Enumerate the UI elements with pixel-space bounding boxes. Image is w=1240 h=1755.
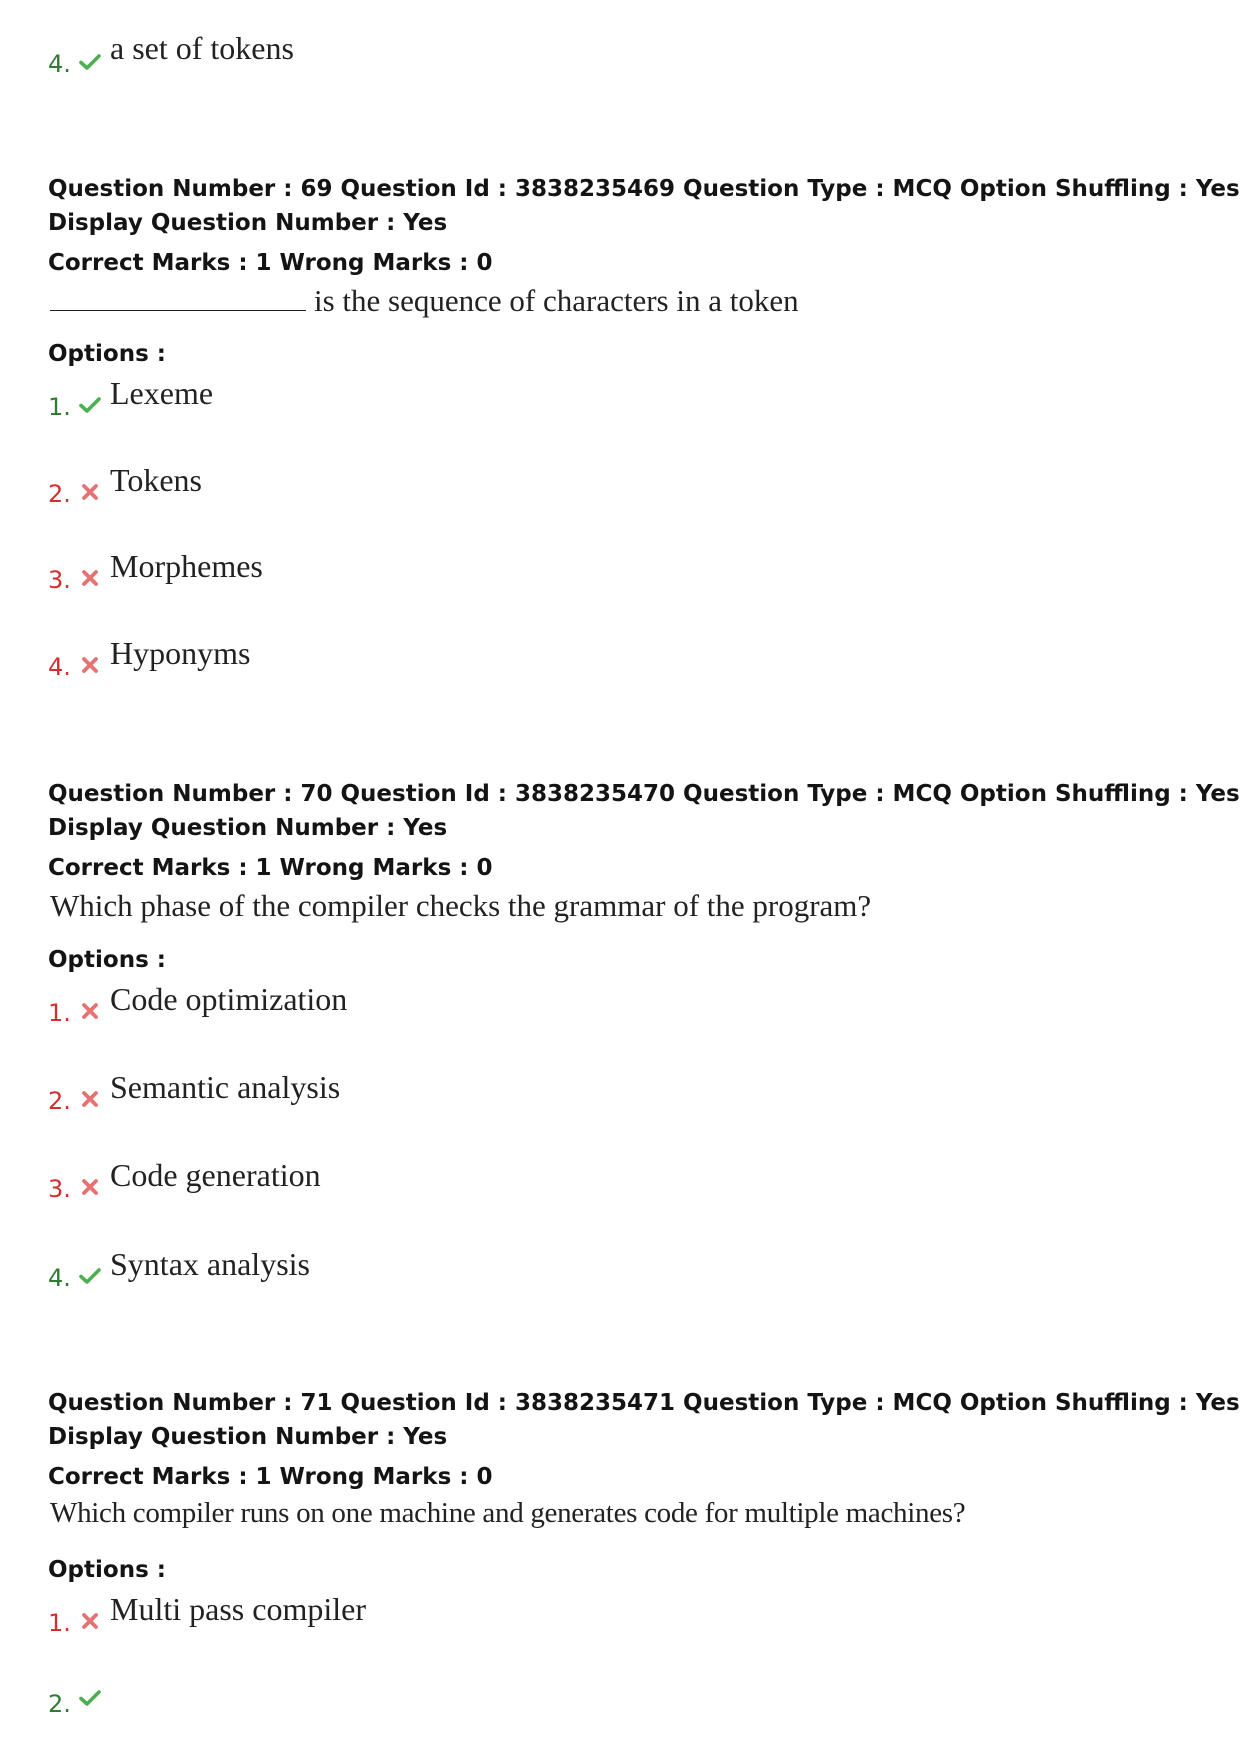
option-text: Multi pass compiler [110,1591,366,1627]
display-question-number: Display Question Number : Yes [48,1424,448,1450]
option-text: Morphemes [110,548,263,584]
cross-icon [78,566,102,590]
option-text: Code generation [110,1157,321,1193]
cross-icon [78,653,102,677]
cross-icon [78,480,102,504]
question-header: Question Number : 69 Question Id : 3838235469 Question Type : MCQ Option Shuffling : Yes [48,176,1240,202]
option-text: Hyponyms [110,635,251,671]
check-icon [78,393,102,417]
question-header: Question Number : 70 Question Id : 3838235470 Question Type : MCQ Option Shuffling : Yes [48,781,1240,807]
option-number: 4. [48,50,71,78]
check-icon [78,50,102,74]
option-text: Code optimization [110,981,348,1017]
question-text: Which compiler runs on one machine and generates code for multiple machines? [50,1497,966,1529]
marks-line: Correct Marks : 1 Wrong Marks : 0 [48,855,493,881]
option-number: 3. [48,1175,71,1203]
question-header: Question Number : 71 Question Id : 3838235471 Question Type : MCQ Option Shuffling : Yes [48,1390,1240,1416]
option-text: Semantic analysis [110,1069,341,1105]
marks-line: Correct Marks : 1 Wrong Marks : 0 [48,1464,493,1490]
option-number: 2. [48,1690,71,1718]
display-question-number: Display Question Number : Yes [48,815,448,841]
options-label: Options : [48,947,166,973]
option-number: 1. [48,1609,71,1637]
cross-icon [78,1087,102,1111]
check-icon [78,1264,102,1288]
option-text: Tokens [110,462,202,498]
option-number: 1. [48,393,71,421]
cross-icon [78,1175,102,1199]
option-text: Lexeme [110,375,214,411]
option-text: Syntax analysis [110,1246,310,1282]
option-number: 2. [48,1087,71,1115]
option-number: 2. [48,480,71,508]
check-icon [78,1686,102,1710]
option-number: 4. [48,653,71,681]
cross-icon [78,999,102,1023]
marks-line: Correct Marks : 1 Wrong Marks : 0 [48,250,493,276]
answer-blank [50,284,306,311]
question-text: Which phase of the compiler checks the grammar of the program? [50,888,872,923]
options-label: Options : [48,341,166,367]
display-question-number: Display Question Number : Yes [48,210,448,236]
cross-icon [78,1609,102,1633]
option-number: 3. [48,566,71,594]
option-text: a set of tokens [110,30,294,66]
option-number: 1. [48,999,71,1027]
option-number: 4. [48,1264,71,1292]
options-label: Options : [48,1557,166,1583]
question-text [50,283,799,319]
question-text-content: is the sequence of characters in a token [314,283,799,318]
